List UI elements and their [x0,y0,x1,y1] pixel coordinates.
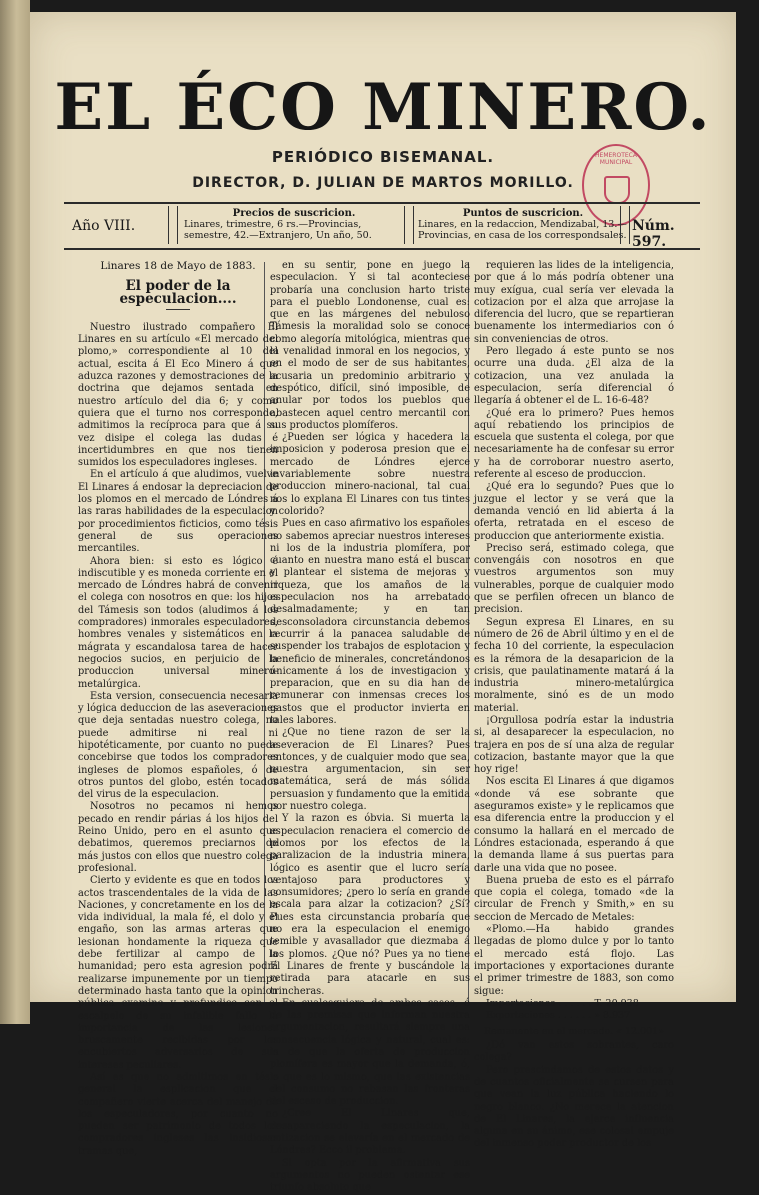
paragraph: Buena prueba de esto es el párrafo que copia el colega, tomado «de la circular de French y Smith,» en su seccion de Mercado de Metales: [474,874,674,923]
paragraph: en su sentir, pone en juego la especulacion. Y si tal aconteciese probaría una conclusion harto triste para el pueblo Londonense, cual es: que en las márgenes del nebuloso Támesis la moralidad solo se conoce como alegoría mitológica, mientras que la venalidad inmoral en los negocios, y en el modo de ser de sus habitantes, acusaria un predominio arbitrario y despótico, difícil, sinó imposible, de anular por todos los pueblos que abastecen aquel centro mercantil con sus productos plomíferos. [270,260,470,431]
newspaper-page [30,12,736,1194]
title-rule [166,309,190,310]
issue-number: Núm. 597. [632,218,675,250]
paragraph: Nosotros no pecamos ni hemos pecado en rendir párias á los hijos del Reino Unido, pero en el asunto que debatimos, queremos preciarnos de más justos con ellos que nuestro colega profesional. [78,801,278,874]
prices-heading: Precios de suscricion. [232,208,356,219]
paragraph: En cualesquiera de ambos casos, ó de las premisas que informan nuestra argumentacion, resultará siempre una consecuencia lógica y natural, cual es: la de que la oferta de produccion plomífera es mayor que la demanda, ó, lo que es lo mismo, que las existencias del consumo no rebasan las fronteras del esceso de produccion. [270,997,470,1108]
ornament-divider [404,206,414,244]
remaining-label: Remanente en el mercado. [484,1025,614,1037]
prices-text: Linares, trimestre, 6 rs.—Provincias, semestre, 42.—Extranjero, Un año, 50. [184,219,372,241]
paragraph: ¡Orgullosa podría estar la industria si, al desaparecer la especulacion, no trajera en pos de sí una alza de regular cotizacion, bastante mayor que la que hoy rige! [474,714,674,776]
imports-label: Importaciones . . . . . . T. [486,997,603,1009]
crest-icon [604,176,630,204]
paragraph: ¿Dó van estos sobrantes, caro colega? [474,1040,674,1064]
paragraph: Esta version, consecuencia necesaria y lógica deduccion de las aseveraciones que deja sentadas nuestro colega, no puede admitirse ni real ni hipotéticamente, por cuanto no puede concebirse que todos los compradores ingleses de plomos españoles, ó de otros puntos del globo, estén tocados del virus de la especulacion. [78,690,278,801]
paragraph: ¿Que no tiene razon de ser la aseveracion de El Linares? Pues entonces, y de cualquier modo que sea, nuestra argumentacion, sin ser matemática, será de más sólida persuasion y fundamento que la emitida por nuestro colega. [270,727,470,813]
stats-imports [474,998,674,1010]
paragraph: «Plomo.—Ha habido grandes llegadas de plomo dulce y por lo tanto el mercado está flojo. Las importaciones y exportaciones durante el primer trimestre de 1883, son como sigue: [474,924,674,997]
paragraph: Pero llegado á este punto se nos ocurre una duda. ¿El alza de la cotizacion, una vez anulada la especulacion, sería diferencial ó llegaría á obtener el de L. 16-6-48? [474,346,674,407]
masthead-title: EL ÉCO MINERO. [54,70,712,145]
paragraph: Nuestro ilustrado compañero El Linares en su artículo «El mercado del plomo,» correspondiente al 10 del actual, escita á El Eco Minero á que aduzca razones y demostraciones de la doctrina que dejamos sentada en nuestro artículo del dia 6; y como quiera que el turno nos corresponde, admitimos la recíproca para que á su vez disipe el colega las dudas é incertidumbres en que nos tienen sumidos los especuladores ingleses. [78,321,278,469]
paragraph: En el artículo á que aludimos, vuelve El Linares á endosar la depreciacion de los plomos en el mercado de Lóndres á las raras habilidades de la especulacion por procedimientos ficticios, como tésis general de sus operaciones mercantiles. [78,469,278,555]
paragraph: Cierto y evidente es que en todos los actos trascendentales de la vida de las Naciones, y concretamente en los de la vida individual, la mala fé, el dolo y el engaño, son las armas arteras que lesionan hondamente la riqueza que debe fertilizar al campo de la humanidad; pero esta agresion podrá realizarse impunemente por un tiempo determinado hasta tanto que la opinion pública examine y profundice con el escalpelo de su infalible fallo la importancia de las lesiones bruscamente recibidas por los encubiertos adversarios de sus intereses peculiares. [78,875,278,1071]
points-text: Linares, en la redaccion, Mendizabal, 13.—Provincias, en casa de los correspondsales. [418,219,627,241]
stamp-ring-text: HEMEROTECA MUNICIPAL [595,152,637,166]
exports-label: Exportaciones . . . . . . » [486,1009,600,1021]
book-spine [0,0,30,1024]
paragraph: Pues en caso afirmativo los españoles no sabemos apreciar nuestros intereses ni los de la industria plomífera, por cuanto en nuestra mano está el buscar y plantear el sistema de mejoras y riqueza, que los amaños de la especulacion nos ha arrebatado desalmadamente; y en tan desconsoladora circunstancia debemos recurrir á la panacea saludable de suspender los trabajos de esplotacion y beneficio de minerales, concretándonos únicamente á los de investigacion y preparacion, que en su dia han de remunerar con inmensas creces los gastos que el productor invierta en tales labores. [270,518,470,726]
paragraph: Segun expresa El Linares, en su número de 26 de Abril último y en el de fecha 10 del corriente, la especulacion es la rémora de la desaparicion de la crisis, que paulatinamente matará á la industria minero-metalúrgica moralmente, sinó es de un modo material. [474,616,674,714]
paragraph: Así es que no admitimos en tésis general la esplicacion que el compañero vierte acerca del manejo de los especuladores, por cuanto no pueden ser patrimonio de todos los compradores ingleses las insidiosas tramas que, [78,1072,278,1157]
column-2 [270,260,470,1195]
exports-value: 8.937 [602,1009,631,1021]
dateline: Linares 18 de Mayo de 1883. [100,260,256,272]
masthead-director: DIRECTOR, D. JULIAN DE MARTOS MORILLO. [192,175,574,191]
paragraph: Ahora bien: si esto es lógico é indiscutible y es moneda corriente en el mercado de Lóndres habrá de convenir el colega con nosotros en que: los hijos del Támesis son todos (aludimos á los compradores) inmorales especuladores, hombres venales y sistemáticos en la mágrata y escandalosa tarea de hacer negocios sucios, en perjuicio de la produccion universal minero-metalúrgica. [78,555,278,690]
paragraph: ¿Qué era lo segundo? Pues que lo juzgue el lector y se verá que la demanda venció en lid abierta á la oferta, retratada en el esceso de produccion que anteriormente existia. [474,481,674,542]
paragraph: requieren las lides de la inteligencia, por que á lo más podría obtener una muy exígua, cual sería ver elevada la cotizacion por el alza que arrojase la diferencia del lucro, que se repartieran buenamente los intermediarios con ó sin conveniencias de otros. [474,260,674,345]
paragraph: Preciso será, estimado colega, que convengáis con nosotros en que vuestros argumentos son muy vulnerables, porque de cualquier modo que se perfilen ofrecen un blanco de precision. [474,542,674,616]
article-title: El poder de la especulacion.... [119,278,237,307]
stats-exports [474,1010,674,1022]
ornament-divider [620,206,630,244]
paragraph: Si opta por la afirmativa sus argumentos no pueden ostentar ese triunfo absoluto que [270,1157,470,1194]
imports-value: 20.938 [605,997,639,1009]
bottom-rule [64,248,700,250]
prices-block [184,208,404,241]
column-3 [474,260,674,1151]
info-bar [64,206,700,250]
paragraph: ¿Pueden ser lógica y hacedera la imposicion y poderosa presion que el mercado de Lóndres ejerce invariablemente sobre nuestra produccion minero-nacional, tal cual nos lo explana El Linares con tus tintes y colorido? [270,432,470,517]
remaining-value: « 12.001» [616,1025,664,1037]
column-1 [78,260,278,1158]
paragraph: ¿Qué era lo primero? Pues hemos aquí rebatiendo los principios de escuela que sustenta el colega, por que necesariamente ha de confesar su error y ha de corroborar nuestro aserto, referente al esceso de produccion. [474,407,674,481]
stats-remaining [474,1026,674,1038]
paragraph: Y la razon es óbvia. Si muerta la especulacion renaciera el comercio de plomos por los efectos de la paralizacion de la industria minera, lógico es asentir que el lucro sería ventajoso para productores y consumidores; ¿pero lo sería en grande escala para alzar la cotizacion? ¿Sí? Pues esta circunstancia probaría que no era la especulacion el enemigo temible y avasallador que diezmaba á los plomos. ¿Que nó? Pues ya no tiene El Linares de frente y buscándole la retirada para atacarle en sus trincheras. [270,813,470,997]
points-heading: Puntos de suscricion. [462,208,584,219]
masthead-subtitle: PERIÓDICO BISEMANAL. [271,148,495,166]
paragraph: ¿Cree El Linares que, desapareciendo la especulacion, la cotizacion se elevaría en el mercado de Lóndres? Ecco il problema. [270,1108,470,1157]
points-block [418,208,628,241]
paragraph: Nos escita El Linares á que digamos «donde vá ese sobrante que aseguramos existe» y le replicamos que esa diferencia entre la produccion y el consumo la hallará en el mercado de Lóndres estacionada, esperando á que la demanda llame á sus puertas para darle una vida que no posee. [474,776,674,874]
top-rule [64,202,700,204]
ornament-divider [168,206,178,244]
year-label: Año VIII. [72,218,136,234]
paragraph: Pero prescindamos de estos datos y de cuantos oficialmente se cursen para que vean la luz pública haciendo lo negro blanco. ¿No merece la atencion de El Linares, la ejerce influencia alguna en su ánimo, ese colosal empuje del inmenso poder productor de los [474,1064,674,1150]
